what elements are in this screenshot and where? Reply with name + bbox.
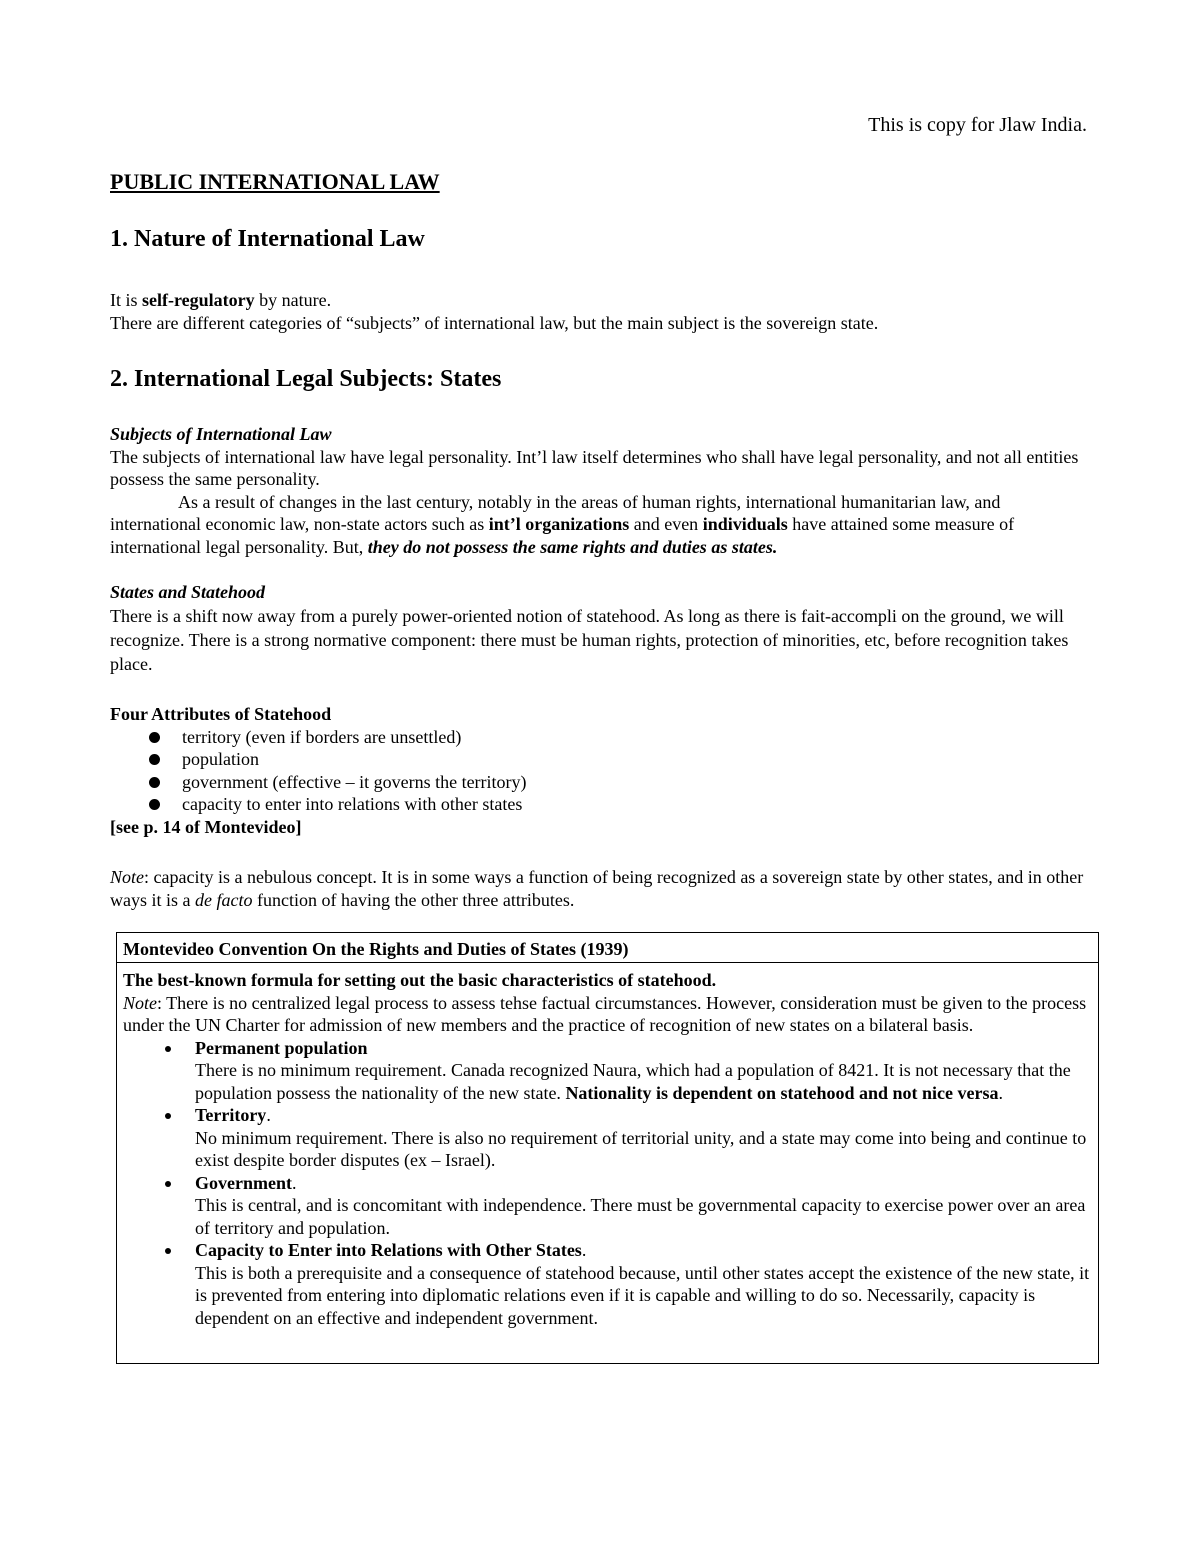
header-note: This is copy for Jlaw India.	[868, 114, 1087, 136]
text-run: Capacity to Enter into Relations with Other States	[195, 1240, 582, 1260]
text-run: As a result of changes in the last century, notably in the areas of human rights, international humanitarian law, and international economic law, non-state actors such as	[110, 491, 1001, 534]
statehood-subheading: States and Statehood	[110, 582, 266, 602]
box-note	[123, 992, 1092, 1037]
statehood-section	[110, 581, 1090, 676]
text-run: There is no minimum requirement. Canada recognized Naura, which had a population of 8421. It is not necessary that the population possess the nationality of the new state.	[195, 1060, 1071, 1103]
note-label: Note	[123, 992, 157, 1013]
attributes-list	[110, 726, 1090, 816]
box-item-title	[159, 1239, 1092, 1262]
text-run: and even	[629, 514, 703, 534]
subjects-paragraph-1: The subjects of international law have legal personality. Int’l law itself determines who shall have legal personality, and not all entities possess the same personality.	[110, 446, 1079, 489]
box-item-text: This is both a prerequisite and a consequence of statehood because, until other states accept the existence of the new state, it is prevented from entering into diplomatic relations even if it is capable and willing to do so. Necessarily, capacity is dependent on an effective and independent government.	[195, 1262, 1090, 1328]
note-section	[110, 866, 1090, 911]
list-item: territory (even if borders are unsettled)	[110, 726, 1090, 749]
attributes-section	[110, 703, 1090, 838]
subjects-subheading: Subjects of International Law	[110, 424, 332, 444]
text-run: Government	[195, 1172, 292, 1193]
text-run: .	[998, 1082, 1003, 1103]
section-1-line-1	[110, 289, 1090, 312]
subjects-section	[110, 423, 1090, 558]
list-item: government (effective – it governs the territory)	[110, 771, 1090, 794]
bold-term: int’l organizations	[488, 514, 630, 534]
list-item: capacity to enter into relations with other states	[110, 793, 1090, 816]
text-run: It is	[110, 290, 143, 310]
text-run: function of having the other three attributes.	[252, 889, 575, 910]
period: .	[291, 1172, 297, 1193]
period: .	[266, 1105, 271, 1125]
bold-term: individuals	[702, 514, 788, 534]
box-body	[117, 963, 1098, 1329]
section-1-body	[110, 289, 1090, 334]
see-reference: [see p. 14 of Montevideo]	[110, 816, 302, 837]
text-run: have attained some measure of international legal personality. But,	[110, 514, 1015, 557]
box-item-territory	[159, 1104, 1092, 1172]
box-item-government	[159, 1172, 1092, 1240]
box-item-title	[159, 1104, 1092, 1127]
box-item-text: No minimum requirement. There is also no requirement of territorial unity, and a state may come into being and continue to exist despite border disputes (ex – Israel).	[195, 1127, 1087, 1170]
period: .	[581, 1240, 587, 1260]
section-1-line-2: There are different categories of “subjects” of international law, but the main subject is the sovereign state.	[110, 312, 879, 333]
subjects-paragraph-2	[110, 491, 1090, 559]
montevideo-box	[116, 932, 1099, 1364]
box-item-title	[159, 1172, 1092, 1195]
attributes-heading: Four Attributes of Statehood	[110, 704, 332, 724]
text-run: Permanent population	[195, 1037, 368, 1058]
note-label: Note	[110, 867, 144, 887]
document-title: PUBLIC INTERNATIONAL LAW	[110, 169, 440, 194]
box-title: Montevideo Convention On the Rights and Duties of States (1939)	[117, 933, 1098, 963]
italic-term: de facto	[195, 889, 253, 910]
box-item-capacity	[159, 1239, 1092, 1329]
text-run: : capacity is a nebulous concept. It is in some ways a function of being recognized as a sovereign state by other states, and in other ways it is a	[110, 867, 1084, 910]
note-paragraph	[110, 866, 1090, 911]
box-lead: The best-known formula for setting out the basic characteristics of statehood.	[123, 970, 717, 990]
statehood-paragraph: There is a shift now away from a purely power-oriented notion of statehood. As long as there is fait-accompli on the ground, we will recognize. There is a strong normative component: there must be human rights, protection of minorities, etc, before recognition takes place.	[110, 605, 1069, 674]
list-item: population	[110, 748, 1090, 771]
bold-term: Nationality is dependent on statehood and not nice versa	[565, 1082, 999, 1103]
box-item-text: This is central, and is concomitant with independence. There must be governmental capacity to exercise power over an area of territory and population.	[195, 1195, 1086, 1238]
text-run: : There is no centralized legal process to assess tehse factual circumstances. However, consideration must be given to the process under the UN Charter for admission of new members and the practice of recognition of new states on a bilateral basis.	[123, 992, 1087, 1035]
bold-term: self-regulatory	[142, 290, 255, 310]
box-item-permanent-population	[159, 1037, 1092, 1105]
box-item-title	[159, 1037, 1092, 1060]
box-item-text	[159, 1059, 1092, 1104]
text-run: by nature.	[254, 290, 332, 310]
text-run: Territory	[195, 1105, 267, 1125]
emphasis-text: they do not possess the same rights and duties as states.	[367, 536, 778, 557]
section-1-heading: 1. Nature of International Law	[110, 226, 425, 252]
section-2-heading: 2. International Legal Subjects: States	[110, 366, 502, 392]
